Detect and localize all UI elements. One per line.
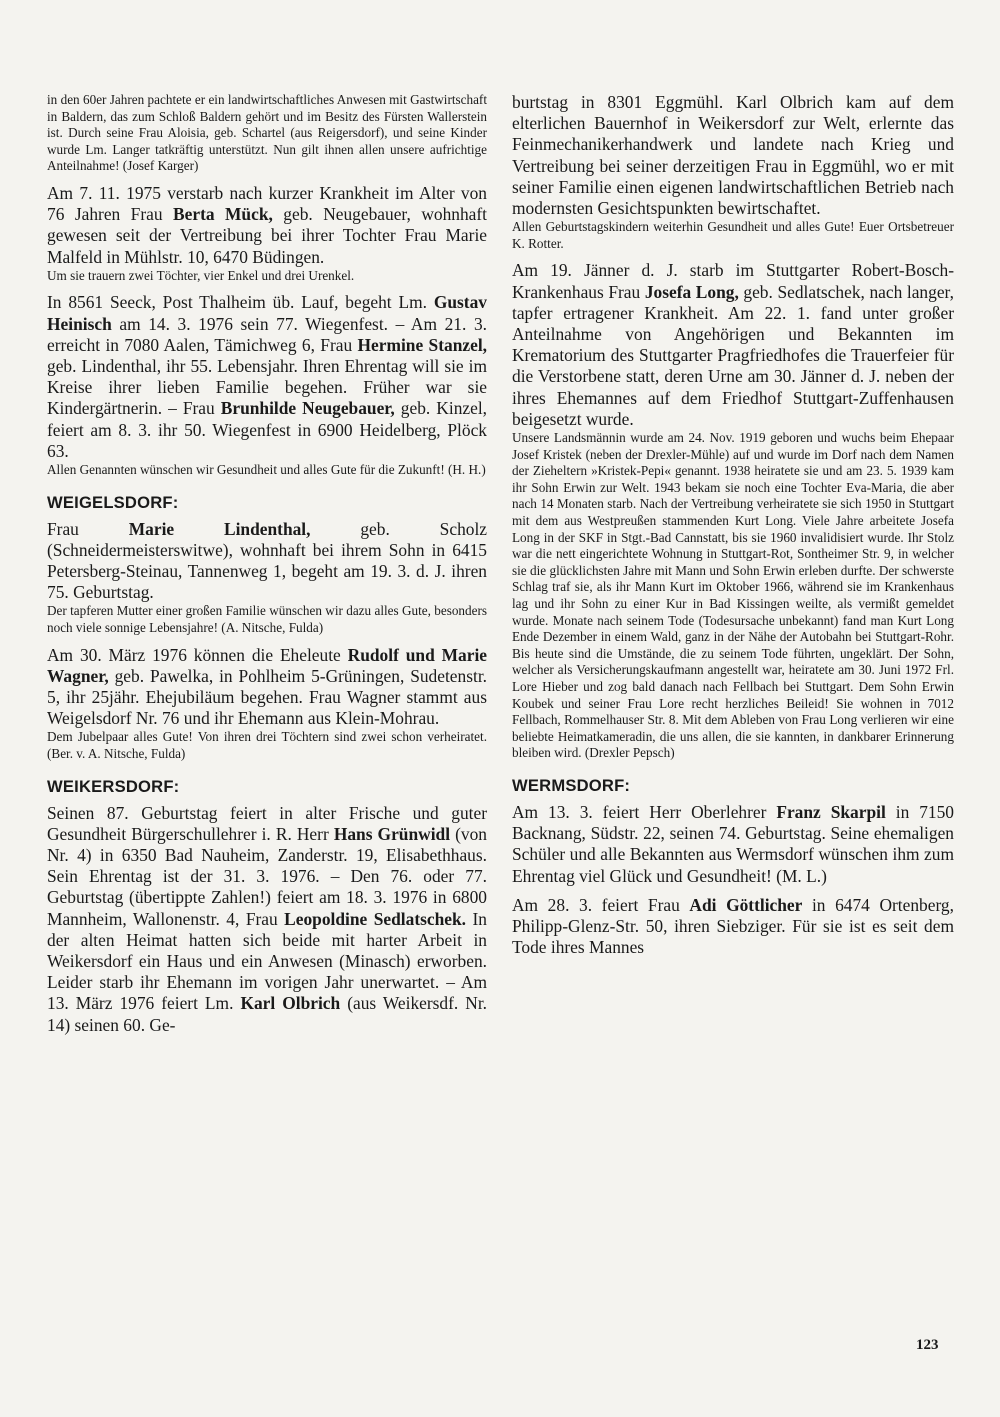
person-name: Gustav Heinisch [47,292,487,334]
text: Am 19. Jänner d. J. starb im Stuttgarter Robert-Bosch-Krankenhaus Frau [512,260,954,302]
person-name: Marie Lindenthal, [128,518,311,539]
text: geb. Neugebauer, wohnhaft gewesen seit der Vertreibung bei ihrer Tochter Frau Marie Malfeld in Mühlstr. 10, 6470 Büdingen. [47,204,488,267]
person-name: Franz Skarpil [776,801,886,822]
person-name: Josefa Long, [644,281,739,302]
text: geb. Kinzel, feiert am 8. 3. ihr 50. Wiegenfest in 6900 Heidelberg, Plöck 63. [47,398,488,461]
person-name: Brunhilde Neugebauer, [220,398,395,419]
section-heading-weikersdorf: WEIKERSDORF: [47,776,180,796]
section-heading-wermsdorf: WERMSDORF: [512,775,631,795]
page-number: 123 [916,1337,939,1353]
text: in 7150 Backnang, Südstr. 22, seinen 74. Geburtstag. Seine ehemaligen Schüler und alle Bekannten aus Wermsdorf wünschen ihm zum Ehrentag viel Glück und Gesundheit! (M. L.) [512,801,954,886]
wagner-anniversary [47,645,487,730]
person-name: Leopoldine Sedlatschek. [284,908,467,929]
left-column [47,92,487,1044]
person-name: Berta Mück, [173,204,273,225]
lindenthal-note: Der tapferen Mutter einer großen Familie wünschen wir dazu alles Gute, besonders noch viele sonnige Lebensjahre! (A. Nitsche, Fulda) [47,603,487,635]
person-name: Karl Olbrich [240,993,341,1014]
text: am 14. 3. 1976 sein 77. Wiegenfest. – Am 21. 3. erreicht in 7080 Aalen, Tämichweg 6, Frau [47,313,487,355]
person-name: Rudolf und Marie Wagner, [47,644,487,686]
long-biography: Unsere Landsmännin wurde am 24. Nov. 1919 geboren und wuchs beim Ehepaar Josef Kristek (neben der Drexler-Mühle) auf und wurde im Dorf nach dem Namen der Zieheltern »Kristek-Pepi« genannt. 1938 heiratete sie und am 23. 5. 1939 kam ihr Sohn Erwin zur Welt. 1943 bekam sie noch eine Tochter Eva-Maria, die aber nach 14 Monaten starb. Nach der Vertreibung verheiratete sie sich 1950 in Stuttgart mit dem aus Westpreußen stammenden Kurt Long. Viele Jahre arbeitete Josefa Long in der SKF in Stgt.-Bad Cannstatt, bis sie 1960 invalidisiert wurde. Ihr Stolz war die nett eingerichtete Wohnung in Stuttgart-Rot, Sontheimer Str. 9, in welcher sie die glücklichsten Jahre mit Mann und Sohn Erwin erleben durfte. Der schwerste Schlag traf sie, als ihr Mann Kurt im Oktober 1966, während sie im Krankenhaus lag und ihr Sohn zu einer Kur in Bad Kissingen weilte, als vermißt gemeldet wurde. Monate nach seinem Tode (Todesursache unbekannt) fand man Kurt Long Ende Dezember in einem Wald, ganz in der Nähe der Autobahn bei Stuttgart-Rohr. Bis heute sind die Umstände, die zu seinem Tode führten, ungeklärt. Der Sohn, welcher als Versicherungskaufmann angestellt war, heiratete am 30. Juni 1972 Frl. Lore Hieber und zog bald danach nach Fellbach bei Stuttgart. Dem Sohn Erwin Koubek und seiner Frau Lore recht herzliches Beileid! Sie wohnen in 7012 Fellbach, Rommelhauser Str. 8. Mit dem Ableben von Frau Long verlieren wir eine beliebte Heimatkameradin, die uns allen, die sie kannten, in dankbarer Erinnerung bleiben wird. (Drexler Pepsch) [512,430,954,761]
weikersdorf-birthdays [47,803,487,1036]
mueck-obituary [47,183,487,268]
text: In 8561 Seeck, Post Thalheim üb. Lauf, begeht Lm. [47,292,434,313]
lindenthal-birthday [47,519,487,604]
goettlicher-birthday [512,895,954,959]
skarpil-birthday [512,802,954,887]
text: (von Nr. 4) in 6350 Bad Nauheim, Zanderstr. 19, Elisabethhaus. Sein Ehrentag ist der 31. 3. 1976. – Den 76. oder 77. Geburtstag (übertippte Zahlen!) feiert am 18. 3. 1976 in 6800 Mannheim, Wallonenstr. 4, Frau [47,823,487,929]
birthdays-paragraph [47,292,487,462]
person-name: Hans Grünwidl [333,823,451,844]
text: geb. Lindenthal, ihr 55. Lebensjahr. Ihren Ehrentag will sie im Kreise ihrer lieben Familie begehen. Früher war sie Kindergärtnerin. – Frau [47,355,487,419]
text: Am 30. März 1976 können die Eheleute [47,644,348,665]
text: Am 7. 11. 1975 verstarb nach kurzer Krankheit im Alter von 76 Jahren Frau [47,182,487,225]
mueck-obituary-note: Um sie trauern zwei Töchter, vier Enkel und drei Urenkel. [47,267,355,283]
text: geb. Pawelka, in Pohlheim 5-Grüningen, Sudetenstr. 5, ihr 25jähr. Ehejubiläum begehen. Frau Wagner stammt aus Weigelsdorf Nr. 76 und ihr Ehemann aus Klein-Mohrau. [47,665,487,729]
birthdays-note: Allen Genannten wünschen wir Gesundheit und alles Gute für die Zukunft! (H. H.) [47,462,486,477]
text: in 6474 Ortenberg, Philipp-Glenz-Str. 50, ihren Siebziger. Für sie ist es seit dem Tode ihres Mannes [512,894,954,958]
text: (aus Weikersdf. Nr. 14) seinen 60. Ge- [47,993,488,1035]
olbrich-note: Allen Geburtstagskindern weiterhin Gesundheit und alles Gute! Euer Ortsbetreuer K. Rotter. [512,219,954,251]
person-name: Hermine Stanzel, [357,334,487,355]
text: Am 28. 3. feiert Frau [512,894,690,915]
text: geb. Sedlatschek, nach langer, tapfer ertragener Krankheit. Am 22. 1. fand unter großer Anteilnahme von Angehörigen und Bekannten im Krematorium des Stuttgarter Pragfriedhofes die Trauerfeier für die Verstorbene statt, deren Urne am 30. Jänner d. J. neben der ihres Ehemannes auf dem Friedhof Stuttgart-Zuffenhausen beigesetzt wurde. [512,281,954,429]
person-name: Adi Göttlicher [689,894,803,915]
wagner-note: Dem Jubelpaar alles Gute! Von ihren drei Töchtern sind zwei schon verheiratet. (Ber. v. A. Nitsche, Fulda) [47,729,487,761]
text: In der alten Heimat hatten sich beide mit harter Arbeit in Weikersdorf ein Haus und ein Anwesen (Minasch) erworben. Leider starb ihr Ehemann im vorigen Jahr unerwartet. – Am 13. März 1976 feiert Lm. [47,908,487,1014]
text: Am 13. 3. feiert Herr Oberlehrer [512,801,777,822]
text: geb. Scholz (Schneidermeisterswitwe), wohnhaft bei ihrem Sohn in 6415 Petersberg-Steinau, Tannenweg 1, begeht am 19. 3. d. J. ihren 75. Geburtstag. [47,518,488,603]
olbrich-birthday-continued: burtstag in 8301 Eggmühl. Karl Olbrich kam auf dem elterlichen Bauernhof in Weikersdorf zur Welt, erlernte das Feinmechanikerhandwerk und landete nach Krieg und Vertreibung bei seiner derzeitigen Frau in Eggmühl, wo er mit seiner Familie einen eigenen landwirtschaftlichen Betrieb nach modernsten Gesichtspunkten bewirtschaftet. [512,92,954,219]
right-column [512,92,954,966]
text: Frau [47,518,129,539]
section-heading-weigelsdorf: WEIGELSDORF: [47,492,179,512]
langer-obituary-end: in den 60er Jahren pachtete er ein landwirtschaftliches Anwesen mit Gastwirtschaft in Baldern, das zum Schloß Baldern gehört und im Besitz des Fürsten Wallerstein ist. Durch seine Frau Aloisia, geb. Schartel (aus Reigersdorf), und seine Kinder wurde Lm. Langer tatkräftig unterstützt. Nun gilt ihnen allen unsere aufrichtige Anteilnahme! (Josef Karger) [47,92,487,174]
long-obituary [512,260,954,430]
text: Seinen 87. Geburtstag feiert in alter Frische und guter Gesundheit Bürgerschullehrer i. R. Herr [47,802,487,844]
